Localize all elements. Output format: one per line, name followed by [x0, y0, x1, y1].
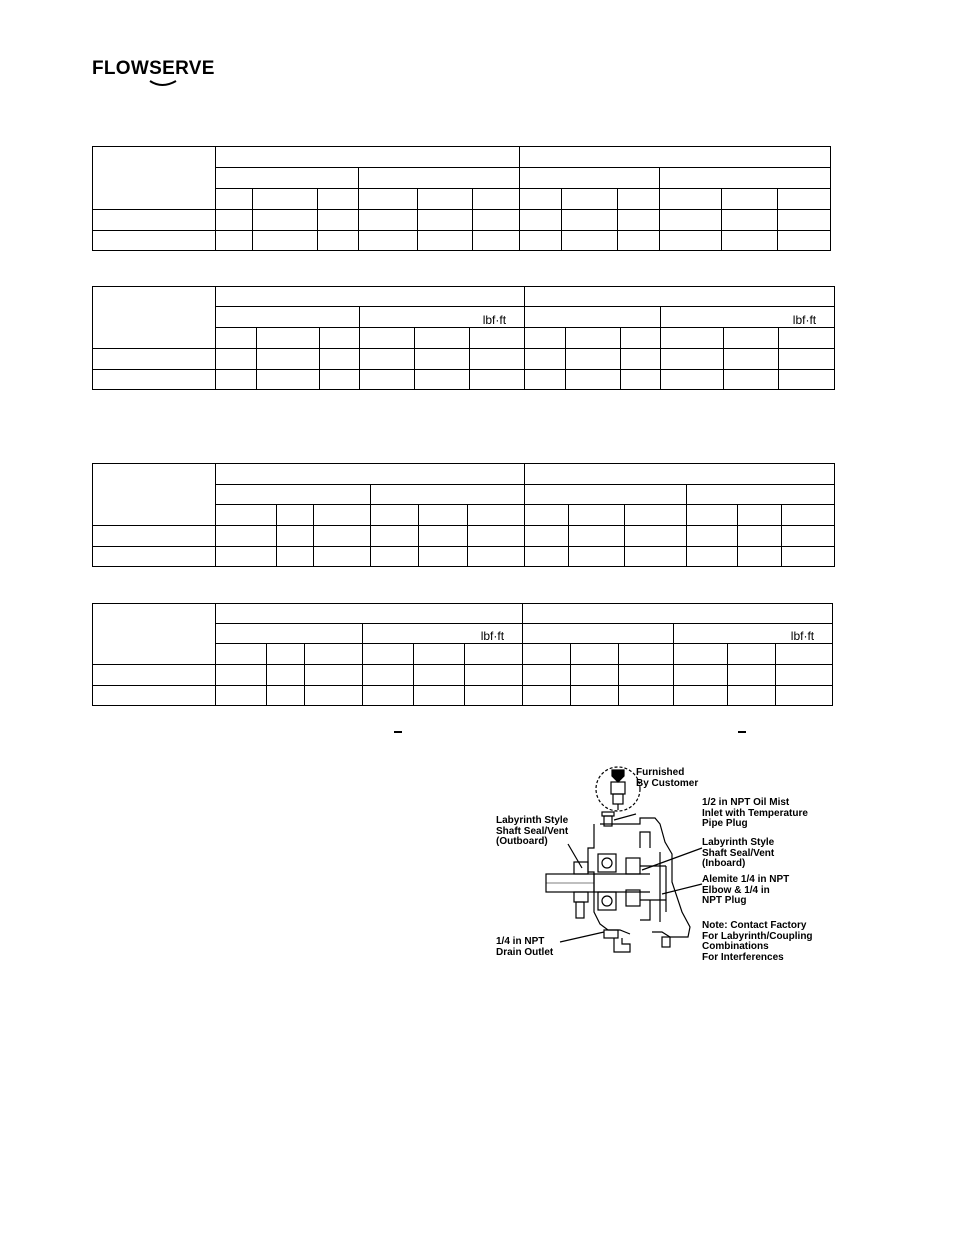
dash-mark	[738, 731, 746, 733]
callout-labyrinth-outboard: Labyrinth Style Shaft Seal/Vent (Outboard)	[496, 815, 569, 847]
subgroup-header-cell	[687, 485, 835, 505]
group-header-cell	[216, 604, 523, 624]
brand-name: FLOWSERVE	[92, 58, 215, 79]
row-header-cell	[93, 604, 216, 665]
subgroup-header-cell	[660, 168, 831, 189]
table-row	[93, 547, 835, 567]
spec-table-3	[92, 463, 835, 567]
torque-unit-label: lbf·ft	[360, 307, 525, 328]
callout-furnished-by-customer: Furnished By Customer	[636, 767, 699, 789]
row-header-cell	[93, 464, 216, 526]
subgroup-header-cell	[216, 624, 363, 644]
callout-oil-mist-inlet: 1/2 in NPT Oil Mist Inlet with Temperature Pipe Plug	[702, 797, 808, 829]
group-header-cell	[525, 464, 835, 485]
subgroup-header-cell	[525, 485, 687, 505]
callout-labyrinth-inboard: Labyrinth Style Shaft Seal/Vent (Inboard)	[702, 837, 775, 869]
table-row	[93, 349, 835, 370]
row-header-cell	[93, 147, 216, 210]
table-row	[93, 210, 831, 231]
torque-unit-label: lbf·ft	[363, 624, 523, 644]
subgroup-header-cell	[216, 307, 360, 328]
table-row	[93, 231, 831, 251]
callout-alemite-elbow: Alemite 1/4 in NPT Elbow & 1/4 in NPT Plug	[702, 874, 790, 906]
spec-table-4	[92, 603, 833, 706]
group-header-cell	[520, 147, 831, 168]
row-header-cell	[93, 287, 216, 349]
table-row	[93, 370, 835, 390]
callout-contact-note: Note: Contact Factory For Labyrinth/Coupling Combinations For Interferences	[702, 920, 813, 963]
group-header-cell	[216, 464, 525, 485]
spec-table-2	[92, 286, 835, 390]
subgroup-header-cell	[523, 624, 674, 644]
subgroup-header-cell	[520, 168, 660, 189]
dash-mark	[394, 731, 402, 733]
table-row	[93, 526, 835, 547]
torque-unit-label: lbf·ft	[661, 307, 835, 328]
group-header-cell	[525, 287, 835, 307]
subgroup-header-cell	[359, 168, 520, 189]
subgroup-header-cell	[525, 307, 661, 328]
bearing-housing-figure	[490, 762, 830, 967]
group-header-cell	[216, 287, 525, 307]
table-row	[93, 686, 833, 706]
spec-table-1	[92, 146, 831, 251]
flowserve-logo	[92, 56, 215, 90]
group-header-cell	[523, 604, 833, 624]
subgroup-header-cell	[371, 485, 525, 505]
group-header-cell	[216, 147, 520, 168]
subgroup-header-cell	[216, 168, 359, 189]
table-row	[93, 665, 833, 686]
logo-swoosh-icon	[92, 56, 212, 90]
subgroup-header-cell	[216, 485, 371, 505]
torque-unit-label: lbf·ft	[674, 624, 833, 644]
callout-drain-outlet: 1/4 in NPT Drain Outlet	[496, 936, 554, 958]
